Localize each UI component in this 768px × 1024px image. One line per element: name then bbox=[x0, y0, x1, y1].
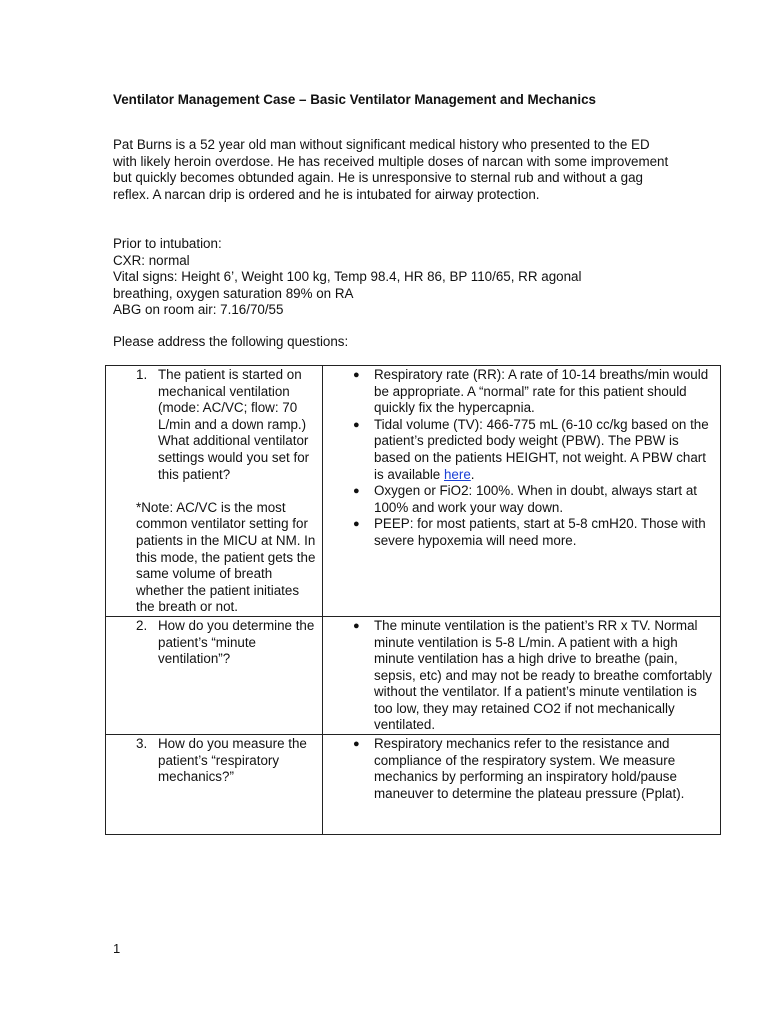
answer-cell bbox=[323, 616, 721, 734]
question-text: The patient is started on mechanical ventilation (mode: AC/VC; flow: 70 L/min and a down ramp.) What additional ventilator settings would you set for this patient? bbox=[158, 367, 310, 482]
pbw-chart-link[interactable]: here bbox=[443, 466, 471, 482]
cxr-line: CXR: normal bbox=[113, 252, 190, 268]
abg-line: ABG on room air: 7.16/70/55 bbox=[113, 302, 284, 318]
question-note: *Note: AC/VC is the most common ventilator setting for patients in the MICU at NM. In this mode, the patient gets the same volume of breath whether the patient initiates the breath or not. bbox=[136, 499, 316, 615]
vitals-line-1: Vital signs: Height 6’, Weight 100 kg, Temp 98.4, HR 86, BP 110/65, RR agonal bbox=[113, 269, 582, 285]
answer-text: Respiratory rate (RR): A rate of 10-14 breaths/min would be appropriate. A “normal” rate for this patient should quickly fix the hypercapnia. bbox=[374, 367, 709, 416]
prior-to-intubation bbox=[113, 236, 673, 319]
answer-cell bbox=[323, 366, 721, 617]
bullet-icon: ● bbox=[353, 619, 360, 632]
list-item bbox=[323, 736, 716, 802]
list-item bbox=[323, 417, 716, 483]
question-text: How do you measure the patient’s “respiratory mechanics?” bbox=[158, 736, 307, 785]
list-item bbox=[323, 618, 716, 734]
table-row bbox=[106, 735, 721, 835]
answer-text: Tidal volume (TV): 466-775 mL (6-10 cc/kg based on the patient’s predicted body weight (PBW). The PBW is based on the patients HEIGHT, not weight. A PBW chart is available bbox=[374, 416, 709, 482]
bullet-icon: ● bbox=[353, 518, 360, 531]
list-item bbox=[323, 483, 716, 516]
question-cell bbox=[106, 616, 323, 734]
table-row bbox=[106, 366, 721, 617]
bullet-icon: ● bbox=[353, 369, 360, 381]
question-number: 3. bbox=[136, 736, 148, 752]
question-cell bbox=[106, 735, 323, 835]
question-number: 1. bbox=[136, 367, 148, 382]
bullet-icon: ● bbox=[353, 418, 360, 431]
answer-text: Respiratory mechanics refer to the resistance and compliance of the respiratory system. We measure mechanics by performing an inspiratory hold/pause maneuver to determine the plateau pressure (Pplat). bbox=[374, 736, 685, 801]
table-row bbox=[106, 616, 721, 734]
answer-text: Oxygen or FiO2: 100%. When in doubt, always start at 100% and work your way down. bbox=[374, 483, 698, 515]
question-cell bbox=[106, 366, 323, 617]
answer-cell bbox=[323, 735, 721, 835]
bullet-icon: ● bbox=[353, 485, 360, 498]
answer-text: PEEP: for most patients, start at 5-8 cmH20. Those with severe hypoxemia will need more. bbox=[374, 516, 706, 548]
page-number: 1 bbox=[113, 941, 121, 956]
prior-heading: Prior to intubation: bbox=[113, 236, 222, 251]
document-title: Ventilator Management Case – Basic Ventilator Management and Mechanics bbox=[113, 92, 596, 107]
list-item bbox=[323, 367, 716, 417]
case-intro: Pat Burns is a 52 year old man without significant medical history who presented to the ED with likely heroin overdose. He has received multiple doses of narcan with some improvement but quickly becomes obtunded again. He is unresponsive to sternal rub and without a gag reflex. A narcan drip is ordered and he is intubated for airway protection. bbox=[113, 137, 669, 202]
answer-text: The minute ventilation is the patient’s RR x TV. Normal minute ventilation is 5-8 L/min. A patient with a high minute ventilation has a high drive to breathe (pain, sepsis, etc) and may not be ready to breathe comfortably without the ventilator. If a patient’s minute ventilation is too low, they may retained CO2 if not mechanically ventilated. bbox=[374, 617, 712, 733]
list-item bbox=[323, 516, 716, 549]
vitals-line-2: breathing, oxygen saturation 89% on RA bbox=[113, 285, 354, 301]
qa-table bbox=[105, 365, 721, 835]
link-suffix: . bbox=[470, 466, 475, 482]
question-number: 2. bbox=[136, 617, 148, 633]
question-text: How do you determine the patient’s “minute ventilation”? bbox=[158, 617, 315, 667]
questions-prompt: Please address the following questions: bbox=[113, 334, 349, 349]
bullet-icon: ● bbox=[353, 738, 360, 751]
